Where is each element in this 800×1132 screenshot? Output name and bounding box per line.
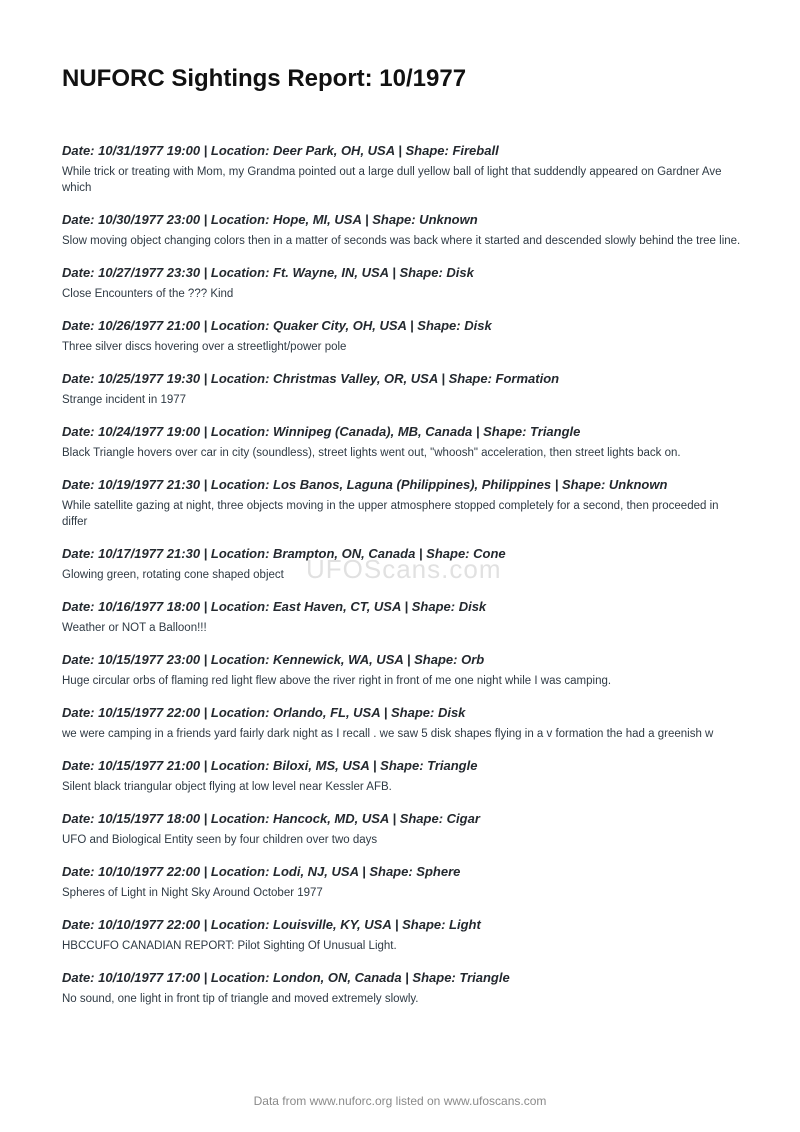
sighting-heading: Date: 10/25/1977 19:30 | Location: Christmas Valley, OR, USA | Shape: Formation [62,371,560,386]
sighting-heading: Date: 10/15/1977 21:00 | Location: Biloxi, MS, USA | Shape: Triangle [62,758,478,773]
sighting-entry [62,916,742,954]
sighting-entry [62,598,742,636]
sighting-entry [62,757,742,795]
sighting-heading: Date: 10/19/1977 21:30 | Location: Los Banos, Laguna (Philippines), Philippines | Shape: Unknown [62,477,668,492]
sighting-heading: Date: 10/10/1977 22:00 | Location: Lodi, NJ, USA | Shape: Sphere [62,864,461,879]
sighting-description: While trick or treating with Mom, my Grandma pointed out a large dull yellow ball of light that suddendly appeared on Gardner Ave which [62,166,722,194]
sighting-heading: Date: 10/16/1977 18:00 | Location: East Haven, CT, USA | Shape: Disk [62,599,487,614]
sighting-description: Close Encounters of the ??? Kind [62,288,234,300]
footer-source-note: Data from www.nuforc.org listed on www.ufoscans.com [253,1094,547,1108]
sighting-entry [62,142,742,196]
sighting-description: Huge circular orbs of flaming red light flew above the river right in front of me one night while I was camping. [62,675,612,687]
sighting-description: HBCCUFO CANADIAN REPORT: Pilot Sighting Of Unusual Light. [62,940,397,952]
sighting-description: Glowing green, rotating cone shaped object [62,569,284,581]
sighting-heading: Date: 10/15/1977 23:00 | Location: Kennewick, WA, USA | Shape: Orb [62,652,485,667]
sighting-description: Weather or NOT a Balloon!!! [62,622,207,634]
sighting-entry [62,545,742,583]
sighting-description: UFO and Biological Entity seen by four children over two days [62,834,378,846]
sighting-heading: Date: 10/15/1977 18:00 | Location: Hancock, MD, USA | Shape: Cigar [62,811,480,826]
sighting-description: Three silver discs hovering over a streetlight/power pole [62,341,347,353]
sighting-description: Spheres of Light in Night Sky Around October 1977 [62,887,323,899]
sighting-heading: Date: 10/17/1977 21:30 | Location: Brampton, ON, Canada | Shape: Cone [62,546,506,561]
sighting-entry [62,476,742,530]
sighting-entry [62,969,742,1007]
sighting-heading: Date: 10/10/1977 17:00 | Location: London, ON, Canada | Shape: Triangle [62,970,510,985]
sighting-heading: Date: 10/30/1977 23:00 | Location: Hope, MI, USA | Shape: Unknown [62,212,478,227]
sightings-list [62,142,742,1022]
sighting-description: No sound, one light in front tip of triangle and moved extremely slowly. [62,993,419,1005]
watermark: UFOScans.com [306,554,502,584]
sighting-entry [62,423,742,461]
sighting-description: Strange incident in 1977 [62,394,187,406]
sighting-description: Silent black triangular object flying at low level near Kessler AFB. [62,781,392,793]
sighting-entry [62,651,742,689]
sighting-entry [62,317,742,355]
sighting-heading: Date: 10/15/1977 22:00 | Location: Orlando, FL, USA | Shape: Disk [62,705,466,720]
sighting-entry [62,704,742,742]
sighting-entry [62,264,742,302]
sighting-heading: Date: 10/27/1977 23:30 | Location: Ft. Wayne, IN, USA | Shape: Disk [62,265,474,280]
sighting-description: Slow moving object changing colors then in a matter of seconds was back where it started and descended slowly behind the tree line. [62,235,741,247]
sighting-heading: Date: 10/10/1977 22:00 | Location: Louisville, KY, USA | Shape: Light [62,917,481,932]
sighting-entry [62,370,742,408]
sighting-heading: Date: 10/31/1977 19:00 | Location: Deer Park, OH, USA | Shape: Fireball [62,143,499,158]
sighting-description: While satellite gazing at night, three objects moving in the upper atmosphere stopped completely for a second, then proceeded in differ [62,500,719,528]
sighting-description: we were camping in a friends yard fairly dark night as I recall . we saw 5 disk shapes flying in a v formation the had a greenish w [62,728,714,740]
sighting-entry [62,810,742,848]
sighting-heading: Date: 10/24/1977 19:00 | Location: Winnipeg (Canada), MB, Canada | Shape: Triangle [62,424,581,439]
page-title: NUFORC Sightings Report: 10/1977 [62,65,467,92]
sighting-entry [62,863,742,901]
sighting-entry [62,211,742,249]
sighting-description: Black Triangle hovers over car in city (soundless), street lights went out, "whoosh" acceleration, then street lights back on. [62,447,681,459]
sighting-heading: Date: 10/26/1977 21:00 | Location: Quaker City, OH, USA | Shape: Disk [62,318,492,333]
